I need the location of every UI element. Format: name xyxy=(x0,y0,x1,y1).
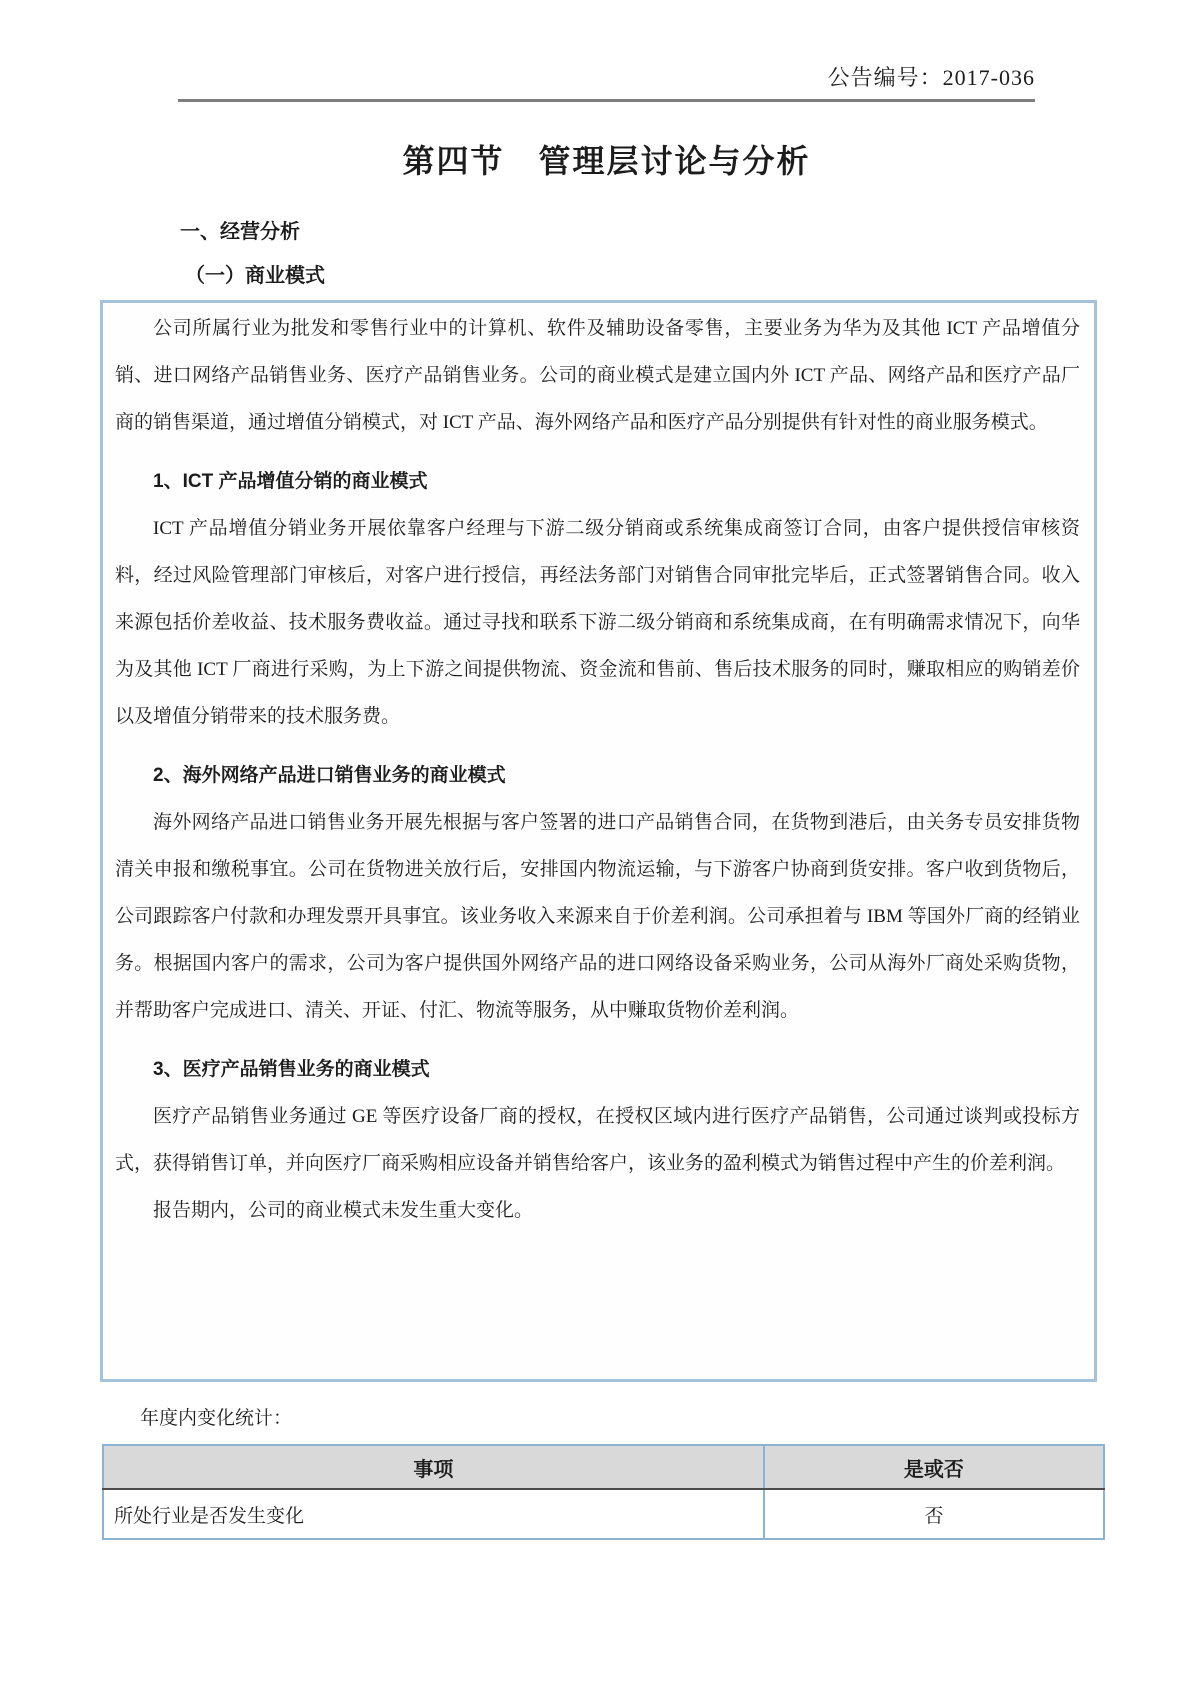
section-heading-operating-analysis: 一、经营分析 xyxy=(180,221,300,243)
annual-change-table xyxy=(102,1444,1105,1540)
paragraph-reporting-period: 报告期内，公司的商业模式未发生重大变化。 xyxy=(153,1200,534,1221)
table-cell-industry-change: 所处行业是否发生变化 xyxy=(103,1489,764,1539)
page-header xyxy=(178,64,1035,102)
table-header-row xyxy=(103,1445,1104,1489)
paragraph-medical: 医疗产品销售业务通过 GE 等医疗设备厂商的授权，在授权区域内进行医疗产品销售，公司通过谈判或投标方式，获得销售订单，并向医疗厂商采购相应设备并销售给客户，该业务的盈利模式为销售过程中产生的价差利润。 xyxy=(115,1106,1080,1174)
table-cell-answer: 否 xyxy=(764,1489,1104,1539)
business-model-box xyxy=(100,300,1097,1382)
paragraph-overseas: 海外网络产品进口销售业务开展先根据与客户签署的进口产品销售合同，在货物到港后，由关务专员安排货物清关申报和缴税事宜。公司在货物进关放行后，安排国内物流运输，与下游客户协商到货安排。客户收到货物后，公司跟踪客户付款和办理发票开具事宜。该业务收入来源来自于价差利润。公司承担着与 IBM 等国外厂商的经销业务。根据国内客户的需求，公司为客户提供国外网络产品的进口网络设备采购业务，公司从海外厂商处采购货物，并帮助客户完成进口、清关、开证、付汇、物流等服务，从中赚取货物价差利润。 xyxy=(115,812,1080,1021)
subsection-heading-business-model: （一）商业模式 xyxy=(185,265,325,287)
annual-change-stats-caption: 年度内变化统计： xyxy=(140,1408,293,1429)
table-header-yesno: 是或否 xyxy=(764,1445,1104,1489)
paragraph-ict: ICT 产品增值分销业务开展依靠客户经理与下游二级分销商或系统集成商签订合同，由客户提供授信审核资料，经过风险管理部门审核后，对客户进行授信，再经法务部门对销售合同审批完毕后，正式签署销售合同。收入来源包括价差收益、技术服务费收益。通过寻找和联系下游二级分销商和系统集成商，在有明确需求情况下，向华为及其他 ICT 厂商进行采购，为上下游之间提供物流、资金流和售前、售后技术服务的同时，赚取相应的购销差价以及增值分销带来的技术服务费。 xyxy=(115,518,1080,727)
box-subheading-medical: 3、医疗产品销售业务的商业模式 xyxy=(153,1059,430,1080)
announcement-number: 公告编号：2017-036 xyxy=(827,65,1035,90)
paragraph-overview: 公司所属行业为批发和零售行业中的计算机、软件及辅助设备零售，主要业务为华为及其他 ICT 产品增值分销、进口网络产品销售业务、医疗产品销售业务。公司的商业模式是建立国内外 ICT 产品、网络产品和医疗产品厂商的销售渠道，通过增值分销模式，对 ICT 产品、海外网络产品和医疗产品分别提供有针对性的商业服务模式。 xyxy=(115,318,1080,433)
box-subheading-ict: 1、ICT 产品增值分销的商业模式 xyxy=(153,471,428,492)
table-header-item: 事项 xyxy=(103,1445,764,1489)
page-title: 第四节 管理层讨论与分析 xyxy=(402,143,811,179)
table-row xyxy=(103,1489,1104,1539)
box-subheading-overseas: 2、海外网络产品进口销售业务的商业模式 xyxy=(153,765,506,786)
